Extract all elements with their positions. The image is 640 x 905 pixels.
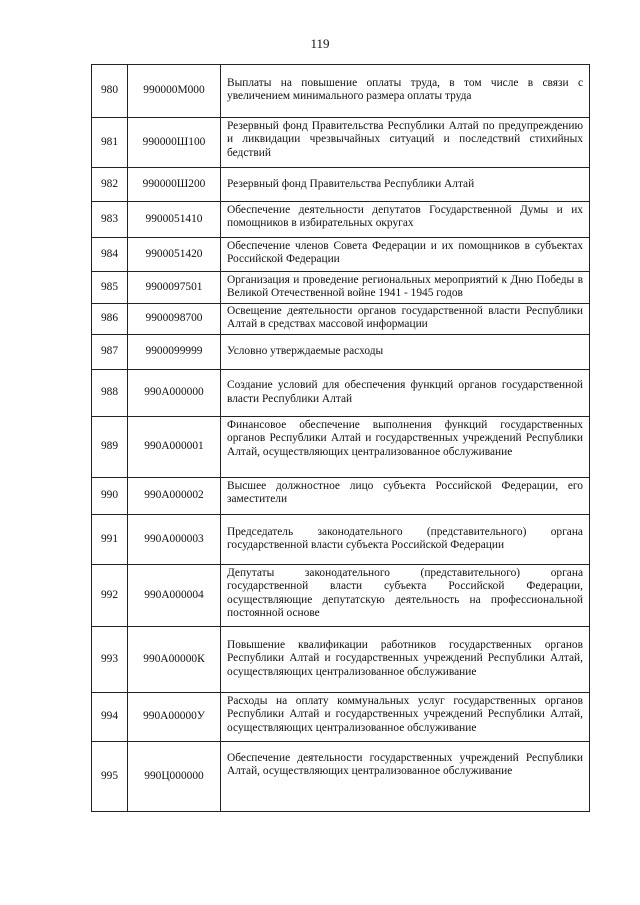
table-row [92,416,590,477]
row-number: 982 [92,168,128,202]
row-description: Условно утверждаемые расходы [221,334,590,369]
row-code: 9900051420 [128,238,221,272]
table-row [92,741,590,811]
row-description: Выплаты на повышение оплаты труда, в том числе в связи с увеличением минимального размера оплаты труда [221,65,590,118]
row-description: Резервный фонд Правительства Республики Алтай по предупреждению и ликвидации чрезвычайных ситуаций и последствий стихийных бедствий [221,118,590,168]
table-row [92,118,590,168]
row-code: 990000М000 [128,65,221,118]
row-code: 990А00000У [128,692,221,741]
row-number: 984 [92,238,128,272]
row-number: 989 [92,416,128,477]
row-description: Резервный фонд Правительства Республики Алтай [221,168,590,202]
row-number: 990 [92,477,128,514]
row-code: 9900097501 [128,272,221,304]
table-row [92,626,590,692]
table-row [92,564,590,626]
table-row [92,168,590,202]
table-row [92,65,590,118]
row-description: Организация и проведение региональных мероприятий к Дню Победы в Великой Отечественной войне 1941 - 1945 годов [221,272,590,304]
row-code: 990А000004 [128,564,221,626]
row-number: 986 [92,304,128,335]
row-description: Депутаты законодательного (представительного) органа государственной власти субъекта Российской Федерации, осуществляющие депутатскую деятельность на профессиональной постоянной основе [221,564,590,626]
budget-classification-table [91,64,590,812]
row-description: Расходы на оплату коммунальных услуг государственных органов Республики Алтай и государственных учреждений Республики Алтай, осуществляющих централизованное обслуживание [221,692,590,741]
row-code: 9900051410 [128,202,221,238]
row-number: 985 [92,272,128,304]
row-description: Финансовое обеспечение выполнения функций государственных органов Республики Алтай и государственных учреждений Республики Алтай, осуществляющих централизованное обслуживание [221,416,590,477]
table-row [92,238,590,272]
row-number: 992 [92,564,128,626]
table-row [92,369,590,416]
row-code: 9900099999 [128,334,221,369]
row-code: 990А000003 [128,514,221,564]
row-number: 993 [92,626,128,692]
table-row [92,272,590,304]
table-row [92,334,590,369]
table-row [92,304,590,335]
row-code: 990А000001 [128,416,221,477]
row-number: 983 [92,202,128,238]
row-code: 990А000002 [128,477,221,514]
row-description: Обеспечение членов Совета Федерации и их помощников в субъектах Российской Федерации [221,238,590,272]
row-number: 995 [92,741,128,811]
row-number: 991 [92,514,128,564]
row-number: 994 [92,692,128,741]
table-row [92,477,590,514]
row-description: Создание условий для обеспечения функций органов государственной власти Республики Алтай [221,369,590,416]
row-description: Повышение квалификации работников государственных органов Республики Алтай и государственных учреждений Республики Алтай, осуществляющих централизованное обслуживание [221,626,590,692]
row-code: 990Ц000000 [128,741,221,811]
row-description: Обеспечение деятельности государственных учреждений Республики Алтай, осуществляющих централизованное обслуживание [221,741,590,811]
row-description: Обеспечение деятельности депутатов Государственной Думы и их помощников в избирательных округах [221,202,590,238]
row-number: 981 [92,118,128,168]
row-description: Председатель законодательного (представительного) органа государственной власти субъекта Российской Федерации [221,514,590,564]
page-number: 119 [310,36,330,51]
row-number: 980 [92,65,128,118]
row-code: 990000Ш100 [128,118,221,168]
row-code: 990А000000 [128,369,221,416]
table-row [92,692,590,741]
table-row [92,514,590,564]
table-row [92,202,590,238]
row-number: 987 [92,334,128,369]
row-description: Освещение деятельности органов государственной власти Республики Алтай в средствах массовой информации [221,304,590,335]
row-number: 988 [92,369,128,416]
row-code: 990000Ш200 [128,168,221,202]
row-description: Высшее должностное лицо субъекта Российской Федерации, его заместители [221,477,590,514]
row-code: 990А00000К [128,626,221,692]
row-code: 9900098700 [128,304,221,335]
